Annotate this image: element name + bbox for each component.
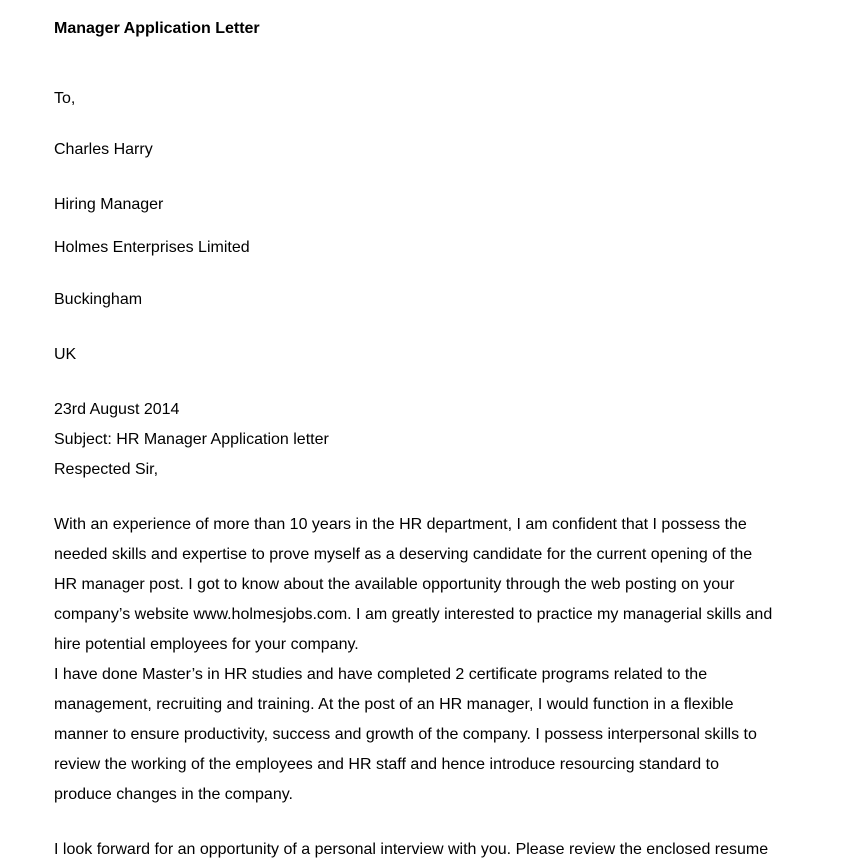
paragraph-line: management, recruiting and training. At the post of an HR manager, I would function in a flexible [54,696,734,713]
paragraph-line: HR manager post. I got to know about the available opportunity through the web posting on your [54,576,735,593]
paragraph-line: needed skills and expertise to prove myself as a deserving candidate for the current opening of the [54,546,753,563]
letter-greeting: Respected Sir, [54,461,159,478]
recipient-country: UK [54,346,77,363]
paragraph-line: I look forward for an opportunity of a personal interview with you. Please review the enclosed resume [54,841,769,858]
paragraph-line: produce changes in the company. [54,786,293,803]
paragraph-line: I have done Master’s in HR studies and have completed 2 certificate programs related to the [54,666,708,683]
letter-date: 23rd August 2014 [54,401,180,418]
letter-title: Manager Application Letter [54,20,260,37]
paragraph-line: manner to ensure productivity, success and growth of the company. I possess interpersonal skills to [54,726,757,743]
recipient-position: Hiring Manager [54,196,164,213]
paragraph-line: review the working of the employees and HR staff and hence introduce resourcing standard to [54,756,719,773]
paragraph-line: With an experience of more than 10 years in the HR department, I am confident that I possess the [54,516,747,533]
recipient-company: Holmes Enterprises Limited [54,239,250,256]
recipient-name: Charles Harry [54,141,153,158]
paragraph-line: hire potential employees for your company. [54,636,359,653]
letter-subject: Subject: HR Manager Application letter [54,431,329,448]
recipient-city: Buckingham [54,291,143,308]
paragraph-line: company’s website www.holmesjobs.com. I am greatly interested to practice my managerial skills and [54,606,773,623]
salutation-to: To, [54,90,76,107]
